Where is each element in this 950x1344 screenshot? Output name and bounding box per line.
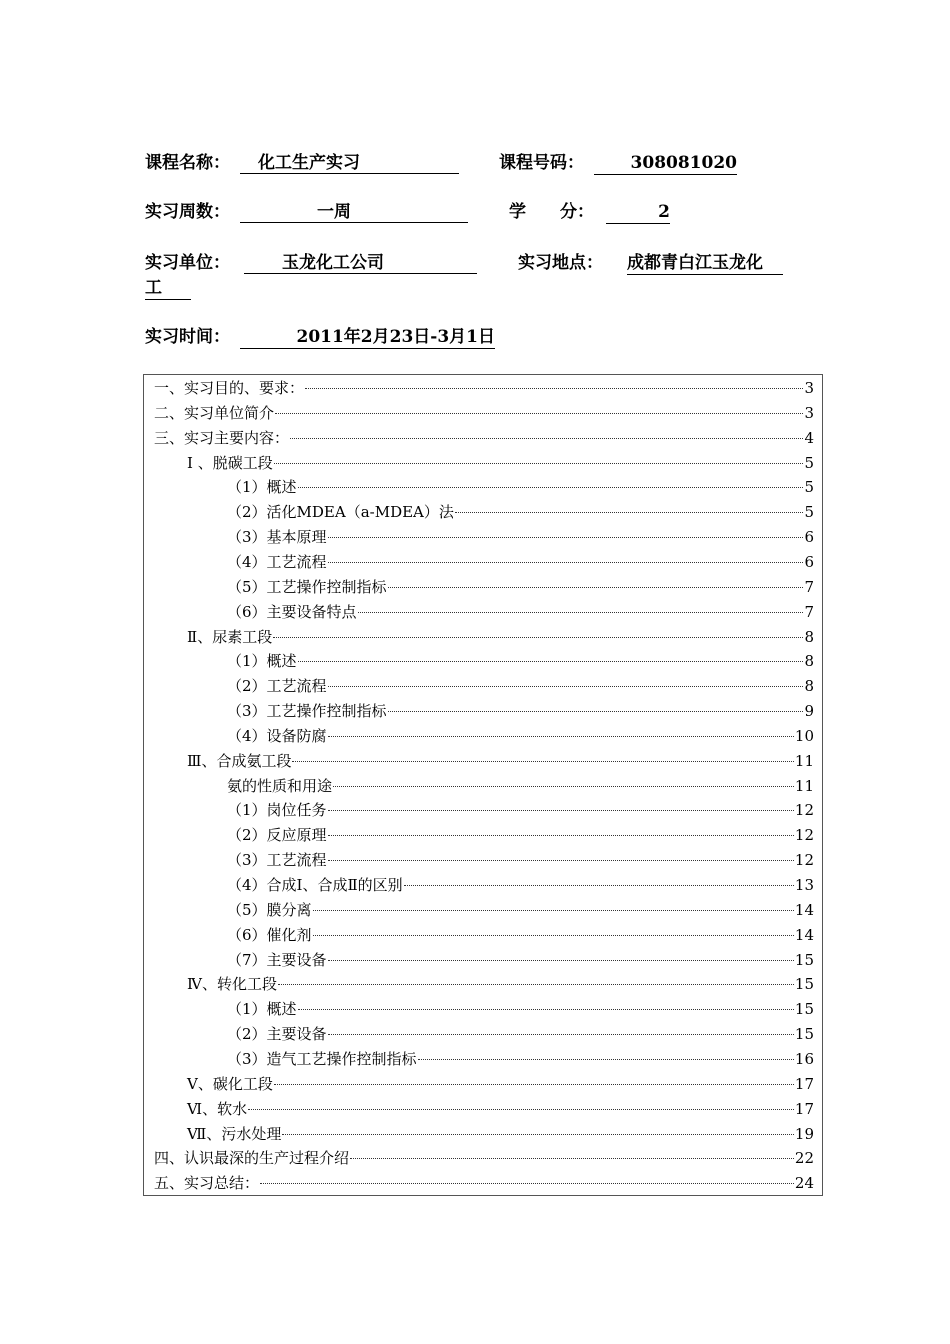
toc-entry-title: Ⅱ、尿素工段 — [187, 627, 273, 646]
toc-entry-page: 7 — [804, 602, 814, 621]
time-label: 实习时间： — [145, 327, 230, 347]
location-value-line1: 成都青白江玉龙化 — [627, 252, 783, 275]
toc-entry[interactable] — [227, 651, 814, 671]
toc-entry-page: 11 — [794, 751, 814, 770]
toc-entry-title: （3）基本原理 — [227, 528, 327, 547]
toc-leader-dots — [290, 438, 803, 439]
toc-entry[interactable] — [154, 378, 814, 398]
toc-leader-dots — [358, 612, 804, 613]
toc-entry-page: 12 — [794, 851, 814, 870]
toc-entry-page: 6 — [804, 528, 814, 547]
toc-entry-page: 15 — [794, 1000, 814, 1019]
toc-entry-page: 8 — [804, 627, 814, 646]
toc-leader-dots — [273, 637, 803, 638]
toc-entry-title: Ⅴ、碳化工段 — [187, 1074, 273, 1093]
toc-entry-title: （5）工艺操作控制指标 — [227, 577, 387, 596]
toc-entry[interactable] — [227, 577, 814, 597]
toc-leader-dots — [455, 512, 804, 513]
toc-entry-page: 3 — [804, 403, 814, 422]
toc-leader-dots — [388, 711, 804, 712]
toc-entry[interactable] — [154, 403, 814, 423]
toc-entry-page: 15 — [794, 950, 814, 969]
toc-entry-page: 5 — [804, 503, 814, 522]
toc-entry-page: 14 — [794, 900, 814, 919]
toc-leader-dots — [328, 1034, 794, 1035]
toc-entry[interactable] — [227, 800, 814, 820]
toc-entry[interactable] — [227, 925, 814, 945]
weeks-value: 一周 — [240, 201, 468, 223]
toc-entry[interactable] — [187, 751, 814, 771]
table-of-contents — [143, 374, 823, 1196]
weeks-label: 实习周数： — [145, 202, 230, 222]
toc-entry-page: 5 — [804, 478, 814, 497]
toc-entry[interactable] — [187, 1124, 814, 1144]
toc-entry-page: 19 — [794, 1124, 814, 1143]
toc-leader-dots — [328, 835, 794, 836]
toc-leader-dots — [328, 686, 804, 687]
toc-leader-dots — [305, 388, 803, 389]
toc-entry-title: （6）主要设备特点 — [227, 602, 357, 621]
toc-entry-page: 7 — [804, 577, 814, 596]
unit-value: 玉龙化工公司 — [244, 252, 477, 274]
toc-entry-title: （3）造气工艺操作控制指标 — [227, 1049, 417, 1068]
toc-entry-title: 四、认识最深的生产过程介绍 — [154, 1149, 350, 1168]
time-value: 2011年2月23日-3月1日 — [240, 326, 495, 349]
toc-entry-page: 15 — [794, 1025, 814, 1044]
toc-leader-dots — [292, 761, 793, 762]
toc-entry-title: （2）工艺流程 — [227, 677, 327, 696]
toc-entry-title: 一、实习目的、要求： — [154, 379, 305, 397]
toc-leader-dots — [388, 587, 804, 588]
toc-entry-title: （1）概述 — [227, 652, 297, 671]
toc-entry-page: 4 — [804, 428, 814, 447]
toc-entry[interactable] — [227, 552, 814, 572]
toc-entry[interactable] — [227, 875, 814, 895]
toc-entry-title: Ⅰ 、脱碳工段 — [187, 453, 273, 472]
toc-entry-page: 12 — [794, 826, 814, 845]
toc-entry-page: 14 — [794, 925, 814, 944]
toc-entry[interactable] — [227, 825, 814, 845]
toc-leader-dots — [350, 1158, 794, 1159]
toc-leader-dots — [328, 960, 794, 961]
toc-entry-page: 16 — [794, 1049, 814, 1068]
toc-entry-page: 8 — [804, 652, 814, 671]
toc-leader-dots — [298, 661, 804, 662]
toc-leader-dots — [328, 860, 794, 861]
toc-entry-title: Ⅳ、转化工段 — [187, 975, 277, 994]
toc-entry[interactable] — [227, 602, 814, 622]
toc-entry[interactable] — [227, 1049, 814, 1069]
toc-entry[interactable] — [227, 527, 814, 547]
toc-entry[interactable] — [227, 900, 814, 920]
toc-leader-dots — [298, 487, 804, 488]
toc-leader-dots — [328, 810, 794, 811]
toc-entry-page: 12 — [794, 801, 814, 820]
course-code-label: 课程号码： — [499, 153, 584, 173]
toc-leader-dots — [418, 1059, 794, 1060]
toc-entry-title: 五、实习总结： — [154, 1174, 260, 1193]
toc-leader-dots — [313, 935, 794, 936]
toc-leader-dots — [328, 537, 804, 538]
toc-leader-dots — [404, 885, 794, 886]
toc-leader-dots — [248, 1109, 794, 1110]
toc-entry-page: 24 — [794, 1174, 814, 1193]
toc-entry[interactable] — [227, 950, 814, 970]
toc-entry[interactable] — [227, 999, 814, 1019]
toc-entry-page: 9 — [804, 702, 814, 721]
toc-leader-dots — [328, 736, 794, 737]
toc-leader-dots — [260, 1183, 794, 1184]
toc-entry-title: （1）岗位任务 — [227, 801, 327, 820]
toc-leader-dots — [313, 910, 794, 911]
toc-entry-title: （3）工艺操作控制指标 — [227, 702, 387, 721]
toc-entry[interactable] — [227, 776, 814, 796]
toc-entry-page: 6 — [804, 552, 814, 571]
toc-entry-page: 8 — [804, 677, 814, 696]
toc-entry-title: （3）工艺流程 — [227, 851, 327, 870]
toc-entry[interactable] — [227, 502, 814, 522]
toc-entry[interactable] — [187, 453, 814, 473]
toc-entry-page: 15 — [794, 975, 814, 994]
toc-leader-dots — [333, 786, 794, 787]
toc-entry-title: （4）工艺流程 — [227, 552, 327, 571]
toc-entry-title: （1）概述 — [227, 1000, 297, 1019]
credit-value: 2 — [606, 201, 670, 224]
toc-entry-title: （1）概述 — [227, 478, 297, 497]
toc-leader-dots — [282, 1134, 794, 1135]
location-label: 实习地点： — [518, 253, 603, 273]
toc-leader-dots — [275, 413, 803, 414]
toc-entry-title: Ⅲ、合成氨工段 — [187, 751, 292, 770]
toc-entry-title: （4）合成Ⅰ、合成Ⅱ的区别 — [227, 876, 403, 894]
toc-entry[interactable] — [187, 974, 814, 994]
toc-entry-title: （2）主要设备 — [227, 1025, 327, 1044]
toc-entry-title: Ⅵ、软水 — [187, 1099, 248, 1118]
toc-entry[interactable] — [227, 477, 814, 497]
toc-entry[interactable] — [154, 1173, 814, 1193]
course-code-value: 308081020 — [594, 152, 737, 175]
toc-entry-title: （2）活化MDEA（a-MDEA）法 — [227, 503, 454, 522]
toc-entry-page: 5 — [804, 453, 814, 472]
toc-entry-page: 17 — [794, 1099, 814, 1118]
toc-entry-page: 11 — [794, 776, 814, 795]
toc-entry-title: Ⅶ、污水处理 — [187, 1124, 282, 1143]
toc-entry[interactable] — [187, 1074, 814, 1094]
toc-entry[interactable] — [154, 1148, 814, 1168]
course-name-label: 课程名称： — [145, 153, 230, 173]
toc-entry-title: 二、实习单位简介 — [154, 403, 275, 422]
unit-label: 实习单位： — [145, 253, 230, 273]
toc-entry[interactable] — [227, 1024, 814, 1044]
credit-label: 学 分： — [509, 202, 594, 222]
toc-entry-page: 17 — [794, 1074, 814, 1093]
toc-entry[interactable] — [227, 850, 814, 870]
toc-leader-dots — [274, 463, 804, 464]
toc-entry-title: 氨的性质和用途 — [227, 776, 333, 795]
toc-entry-page: 10 — [794, 726, 814, 745]
toc-leader-dots — [274, 1084, 794, 1085]
course-name-value: 化工生产实习 — [240, 152, 459, 174]
toc-entry[interactable] — [187, 627, 814, 647]
toc-entry-title: （2）反应原理 — [227, 826, 327, 845]
toc-entry-title: （5）膜分离 — [227, 900, 312, 919]
toc-entry[interactable] — [227, 701, 814, 721]
toc-entry-page: 22 — [794, 1149, 814, 1168]
toc-entry[interactable] — [227, 726, 814, 746]
toc-leader-dots — [278, 984, 794, 985]
toc-entry-title: （6）催化剂 — [227, 925, 312, 944]
location-value-line2: 工 — [145, 277, 191, 300]
toc-entry[interactable] — [187, 1099, 814, 1119]
toc-entry-page: 3 — [804, 379, 814, 397]
toc-entry-page: 13 — [794, 876, 814, 894]
toc-entry-title: （7）主要设备 — [227, 950, 327, 969]
toc-leader-dots — [328, 562, 804, 563]
toc-leader-dots — [298, 1009, 794, 1010]
toc-entry-title: 三、实习主要内容： — [154, 428, 290, 447]
toc-entry[interactable] — [154, 428, 814, 448]
toc-entry-title: （4）设备防腐 — [227, 726, 327, 745]
toc-entry[interactable] — [227, 676, 814, 696]
